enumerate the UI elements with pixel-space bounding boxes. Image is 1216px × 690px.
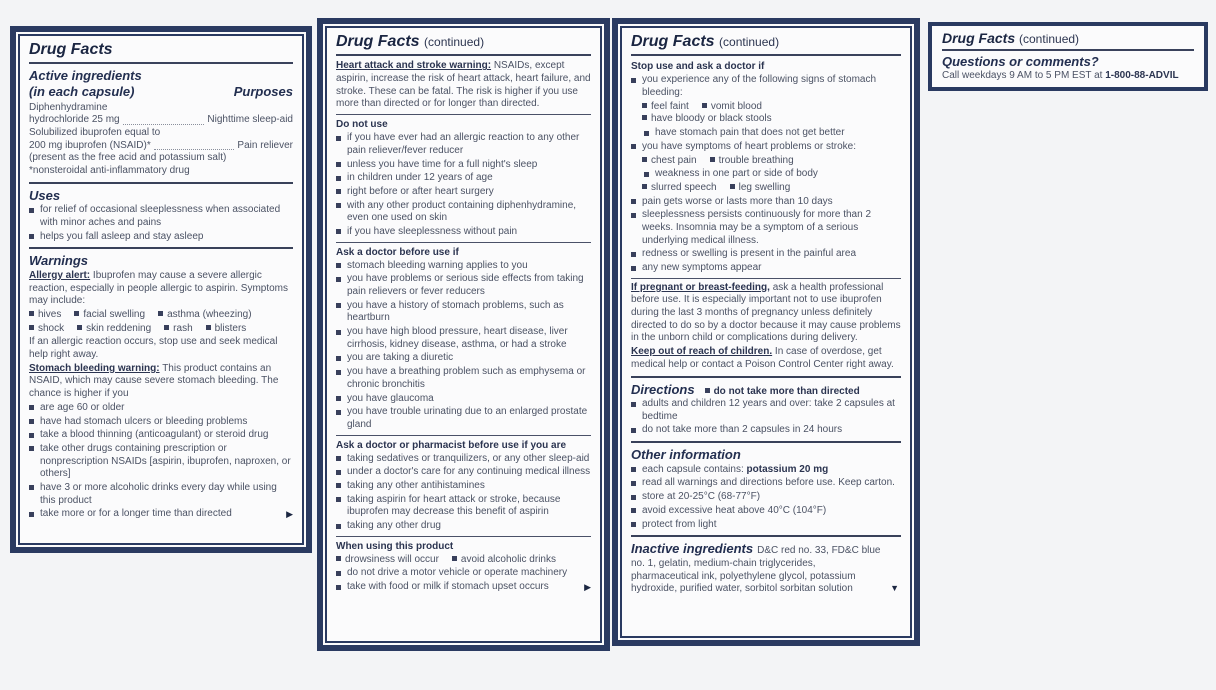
bullet-square — [158, 311, 163, 316]
list-item — [29, 416, 293, 429]
ask-doctor-list — [336, 260, 591, 432]
list-item: avoid alcoholic drinks — [452, 554, 556, 567]
list-item-text: helps you fall asleep and stay asleep — [40, 230, 204, 242]
list-item-text: unless you have time for a full night's sleep — [347, 158, 538, 170]
divider — [336, 435, 591, 436]
allergy-alert-lead: Allergy alert: — [29, 269, 91, 281]
ask-doctor-heading: Ask a doctor before use if — [336, 246, 459, 258]
bullet-square — [631, 144, 636, 149]
list-item-text: taking any other antihistamines — [347, 479, 485, 491]
divider — [631, 441, 901, 443]
heart-attack-warning-lead: Heart attack and stroke warning: — [336, 60, 492, 72]
list-item-text: right before or after heart surgery — [347, 185, 494, 197]
bullet-columns-row — [29, 323, 293, 336]
inactive-ingredients-heading: Inactive ingredients — [631, 541, 754, 557]
list-item — [631, 141, 901, 195]
down-arrow-icon: ▼ — [890, 582, 899, 593]
stomach-bleeding-list — [29, 402, 293, 521]
divider — [336, 54, 591, 56]
list-item-text: any new symptoms appear — [642, 262, 762, 274]
list-item-text: taking aspirin for heart attack or stroke, because ibuprofen may decrease this benefit of aspirin — [347, 493, 561, 518]
bullet-square — [336, 370, 341, 375]
list-item: chest pain — [642, 155, 697, 168]
bullet-square — [336, 410, 341, 415]
bullet-square — [336, 203, 341, 208]
list-item-text: redness or swelling is present in the painful area — [642, 248, 857, 260]
bullet-square — [336, 571, 341, 576]
bullet-square — [631, 402, 636, 407]
list-item: have bloody or black stools — [642, 113, 772, 126]
ingredient-name: hydrochloride 25 mg — [29, 114, 120, 126]
list-item: leg swelling — [730, 182, 791, 195]
list-item — [336, 366, 591, 391]
list-item-text: if you have ever had an allergic reaction to any other pain reliever/fever reducer — [347, 132, 580, 156]
continued-label: (continued) — [1019, 32, 1080, 46]
list-item-text: take more or for a longer time than directed — [40, 508, 232, 520]
keep-out-text: In case of overdose, get medical help or contact a Poison Control Center right away. — [631, 346, 894, 370]
bullet-columns-row — [642, 101, 901, 126]
bullet-square — [29, 446, 34, 451]
bullet-square — [642, 103, 647, 108]
ingredient-note: (present as the free acid and potassium salt) — [29, 152, 227, 164]
list-item: hives — [29, 309, 61, 322]
list-item — [29, 231, 293, 244]
list-item — [631, 505, 901, 518]
list-item-text: you have a history of stomach problems, such as heartburn — [347, 299, 564, 324]
continued-label: (continued) — [719, 35, 780, 49]
list-item — [336, 200, 591, 225]
divider — [336, 242, 591, 243]
list-item-text: each capsule contains: potassium 20 mg — [642, 463, 829, 475]
list-item — [336, 406, 591, 431]
list-item — [29, 402, 293, 415]
list-item — [644, 168, 901, 181]
list-item — [29, 443, 293, 481]
bullet-square — [631, 266, 636, 271]
bullet-columns-row — [642, 182, 901, 195]
list-item-text: you have problems or serious side effects from taking pain relievers or fever reducers — [347, 273, 584, 298]
bullet-square — [631, 522, 636, 527]
continued-label: (continued) — [424, 35, 485, 49]
bullet-square — [29, 311, 34, 316]
list-item — [336, 567, 591, 580]
drug-facts-heading: Drug Facts — [942, 30, 1016, 46]
bullet-square — [631, 428, 636, 433]
divider — [336, 114, 591, 115]
list-item — [336, 260, 591, 273]
do-not-use-heading: Do not use — [336, 119, 388, 131]
list-item — [336, 453, 591, 466]
bullet-square — [642, 115, 647, 120]
bullet-square — [336, 470, 341, 475]
directions-header — [631, 382, 901, 398]
bullet-square — [644, 172, 649, 177]
bullet-square — [644, 131, 649, 136]
ingredient-purpose: Nighttime sleep-aid — [207, 114, 293, 126]
list-item: vomit blood — [702, 101, 762, 114]
allergy-alert-paragraph — [29, 270, 293, 308]
bullet-square — [631, 508, 636, 513]
list-item — [336, 352, 591, 365]
sub-list — [642, 101, 901, 140]
heart-attack-warning-text: NSAIDs, except aspirin, increase the risk of heart attack, heart failure, and stroke. These can be fatal. The risk is higher if you use more than directed or for longer than directed. — [336, 60, 591, 110]
list-item-text: sleeplessness persists continuously for more than 2 weeks. Insomnia may be a symptom of a serious underlying medical illness. — [642, 209, 872, 246]
list-item — [336, 326, 591, 351]
list-item-text: have stomach pain that does not get better — [655, 127, 845, 139]
panel2-inner — [325, 26, 602, 643]
bullet-square — [29, 405, 34, 410]
warnings-heading: Warnings — [29, 253, 88, 269]
list-item-text: you have symptoms of heart problems or stroke: — [642, 140, 856, 152]
bullet-square — [336, 396, 341, 401]
list-item — [631, 491, 901, 504]
ingredient-row — [29, 114, 293, 127]
inactive-ingredients-paragraph — [631, 541, 901, 596]
questions-heading: Questions or comments? — [942, 53, 1099, 69]
list-item — [336, 159, 591, 172]
bullet-square — [631, 78, 636, 83]
bullet-square — [631, 199, 636, 204]
pregnant-text: ask a health professional before use. It is especially important not to use ibuprofen during the last 3 months of pregnancy unless definitely directed to do so by a doctor because it may cause problems in the unborn child or complications during delivery. — [631, 281, 901, 344]
bullet-square — [336, 176, 341, 181]
bullet-square — [29, 234, 34, 239]
list-item: facial swelling — [74, 309, 145, 322]
right-arrow-icon: ▶ — [584, 582, 591, 593]
ingredient-name-line: Solubilized ibuprofen equal to — [29, 126, 161, 138]
list-item: skin reddening — [77, 323, 151, 336]
list-item-text: are age 60 or older — [40, 401, 125, 413]
bullet-square — [730, 184, 735, 189]
divider — [631, 54, 901, 56]
directions-list — [631, 398, 901, 437]
bullet-square — [336, 585, 341, 590]
bullet-square — [336, 556, 341, 561]
list-item-text: for relief of occasional sleeplessness when associated with minor aches and pains — [40, 204, 281, 228]
purposes-label: Purposes — [233, 83, 293, 99]
bullet-square — [631, 252, 636, 257]
stomach-bleeding-paragraph — [29, 363, 293, 401]
active-ingredients-heading-line1: Active ingredients — [29, 68, 142, 84]
list-item-text: do not take more than 2 capsules in 24 hours — [642, 424, 843, 436]
drug-facts-heading: Drug Facts — [29, 41, 113, 58]
list-item — [336, 466, 591, 479]
list-item: slurred speech — [642, 182, 717, 195]
list-item-text: avoid excessive heat above 40°C (104°F) — [642, 504, 827, 516]
bullet-square — [29, 512, 34, 517]
list-item-text: you have high blood pressure, heart disease, liver cirrhosis, kidney disease, asthma, or had a stroke — [347, 326, 568, 350]
pregnant-lead: If pregnant or breast-feeding, — [631, 281, 770, 293]
pregnant-paragraph — [631, 282, 901, 345]
bullet-columns-row — [336, 554, 591, 567]
list-item: feel faint — [642, 101, 689, 114]
panel1-title — [29, 41, 293, 59]
bullet-square — [29, 325, 34, 330]
list-item — [644, 127, 901, 140]
list-item — [336, 226, 591, 239]
list-item-text: with any other product containing diphenhydramine, even one used on skin — [347, 199, 577, 224]
active-ingredients-heading-line2: (in each capsule) — [29, 83, 135, 99]
ask-pharmacist-list — [336, 453, 591, 533]
right-arrow-icon: ▶ — [286, 509, 293, 520]
list-item — [336, 186, 591, 199]
list-item-text: you have a breathing problem such as emphysema or chronic bronchitis — [347, 366, 586, 390]
bullet-square — [336, 189, 341, 194]
list-item-text: you are taking a diuretic — [347, 352, 454, 364]
bullet-square — [29, 208, 34, 213]
bullet-square — [74, 311, 79, 316]
ask-pharmacist-heading: Ask a doctor or pharmacist before use if you are — [336, 439, 567, 451]
phone-number: 1-800-88-ADVIL — [1105, 70, 1179, 82]
bullet-columns-row — [642, 155, 901, 168]
bullet-square — [705, 388, 710, 393]
divider — [29, 62, 293, 64]
uses-heading: Uses — [29, 187, 61, 203]
bullet-square — [164, 325, 169, 330]
list-item — [631, 196, 901, 209]
list-item-text: weakness in one part or side of body — [655, 168, 818, 180]
ingredient-note: *nonsteroidal anti-inflammatory drug — [29, 165, 190, 177]
list-item-text: store at 20-25°C (68-77°F) — [642, 491, 761, 503]
other-information-list — [631, 464, 901, 531]
bullet-square — [336, 136, 341, 141]
list-item-text: protect from light — [642, 518, 717, 530]
keep-out-paragraph — [631, 346, 901, 371]
list-item-text: pain gets worse or lasts more than 10 days — [642, 195, 833, 207]
list-item — [336, 494, 591, 519]
bullet-square — [206, 325, 211, 330]
list-item-text: have 3 or more alcoholic drinks every day while using this product — [40, 481, 277, 506]
list-item — [336, 520, 591, 533]
when-using-list — [336, 554, 591, 594]
bullet-square — [631, 467, 636, 472]
bullet-square — [336, 162, 341, 167]
bullet-square — [29, 433, 34, 438]
dotted-leader — [123, 124, 205, 125]
drug-facts-panel-4 — [928, 22, 1208, 91]
list-item-text: do not drive a motor vehicle or operate machinery — [347, 567, 568, 579]
active-ingredients-rows — [29, 102, 293, 153]
list-item — [29, 508, 293, 521]
drug-facts-panel-2 — [317, 18, 610, 651]
bullet-square — [336, 330, 341, 335]
divider — [336, 536, 591, 537]
do-not-use-list — [336, 132, 591, 239]
drug-facts-panel-1 — [10, 26, 312, 553]
list-item — [631, 209, 901, 247]
bullet-square — [336, 263, 341, 268]
divider — [631, 376, 901, 378]
divider — [631, 278, 901, 279]
divider — [29, 182, 293, 184]
bullet-square — [702, 103, 707, 108]
bullet-square — [631, 481, 636, 486]
list-item — [631, 464, 901, 477]
allergy-followup: If an allergic reaction occurs, stop use and seek medical help right away. — [29, 336, 278, 361]
allergy-symptoms-list — [29, 309, 293, 335]
list-item-text: have had stomach ulcers or bleeding problems — [40, 415, 248, 427]
allergy-alert-text: Ibuprofen may cause a severe allergic reaction, especially in people allergic to aspirin. Symptoms may include: — [29, 269, 289, 307]
list-item — [631, 477, 901, 490]
list-item — [336, 273, 591, 298]
uses-list — [29, 204, 293, 243]
ingredient-name: 200 mg ibuprofen (NSAID)* — [29, 139, 151, 151]
list-item: blisters — [206, 323, 247, 336]
list-item — [631, 519, 901, 532]
list-item — [631, 248, 901, 261]
list-item-text: stomach bleeding warning applies to you — [347, 259, 528, 271]
list-item — [29, 429, 293, 442]
drug-facts-heading: Drug Facts — [631, 33, 715, 50]
list-item-text: you experience any of the following signs of stomach bleeding: — [642, 74, 877, 99]
list-item: trouble breathing — [710, 155, 794, 168]
bullet-square — [336, 229, 341, 234]
active-ingredients-header — [29, 68, 293, 99]
keep-out-lead: Keep out of reach of children. — [631, 346, 773, 358]
list-item — [631, 74, 901, 139]
dotted-leader — [154, 149, 235, 150]
list-item-text: you have glaucoma — [347, 392, 434, 404]
bullet-square — [336, 303, 341, 308]
directions-inline-note: do not take more than directed — [705, 386, 860, 397]
stop-use-heading: Stop use and ask a doctor if — [631, 61, 765, 73]
list-item-text: taking sedatives or tranquilizers, or any other sleep-aid — [347, 452, 590, 464]
list-item: shock — [29, 323, 64, 336]
stomach-bleeding-text: This product contains an NSAID, which may cause severe stomach bleeding. The chance is higher if you — [29, 362, 279, 400]
divider — [942, 49, 1194, 51]
bullet-square — [336, 456, 341, 461]
list-item — [336, 300, 591, 325]
list-item — [336, 393, 591, 406]
inactive-ingredients-text: D&C red no. 33, FD&C blue no. 1, gelatin, medium-chain triglycerides, pharmaceutical ink, polyethylene glycol, potassium hydroxide, purified water, sorbitol sorbitan solution — [631, 545, 881, 595]
stomach-bleeding-lead: Stomach bleeding warning: — [29, 362, 160, 374]
bullet-square — [710, 157, 715, 162]
bullet-square — [336, 483, 341, 488]
bullet-columns-row — [29, 309, 293, 322]
list-item — [29, 482, 293, 507]
list-item-text: if you have sleeplessness without pain — [347, 225, 518, 237]
list-item — [336, 132, 591, 157]
panel3-inner — [620, 26, 912, 638]
bullet-square — [336, 277, 341, 282]
divider — [29, 247, 293, 249]
list-item — [631, 262, 901, 275]
list-item-text: read all warnings and directions before use. Keep carton. — [642, 477, 895, 489]
list-item — [336, 480, 591, 493]
other-information-heading: Other information — [631, 447, 741, 463]
stop-use-list — [631, 74, 901, 274]
panel2-title — [336, 33, 591, 51]
bullet-square — [336, 356, 341, 361]
list-item-text: take a blood thinning (anticoagulant) or steroid drug — [40, 429, 269, 441]
heart-attack-warning-paragraph — [336, 60, 591, 111]
list-item-text: in children under 12 years of age — [347, 172, 493, 184]
ingredient-name-line: Diphenhydramine — [29, 101, 108, 113]
questions-call-line: Call weekdays 9 AM to 5 PM EST at 1-800-88-ADVIL — [942, 70, 1179, 82]
panel3-title — [631, 33, 901, 51]
list-item: asthma (wheezing) — [158, 309, 251, 322]
bullet-square — [642, 157, 647, 162]
bullet-square — [336, 497, 341, 502]
bullet-square — [642, 184, 647, 189]
directions-heading: Directions — [631, 381, 695, 397]
drug-facts-panel-3 — [612, 18, 920, 646]
bullet-square — [336, 524, 341, 529]
bullet-square — [29, 419, 34, 424]
list-item: rash — [164, 323, 192, 336]
divider — [631, 535, 901, 537]
bullet-square — [631, 495, 636, 500]
list-item — [336, 172, 591, 185]
list-item-text: taking any other drug — [347, 520, 441, 532]
bullet-square — [29, 485, 34, 490]
panel1-inner — [18, 34, 304, 545]
list-item-text: take with food or milk if stomach upset occurs — [347, 581, 549, 593]
ingredient-purpose: Pain reliever — [237, 139, 293, 151]
list-item — [336, 581, 591, 594]
list-item-text: you have trouble urinating due to an enlarged prostate gland — [347, 406, 588, 430]
list-item-text: adults and children 12 years and over: take 2 capsules at bedtime — [642, 398, 895, 422]
list-item: drowsiness will occur — [336, 554, 439, 567]
bullet-square — [452, 556, 457, 561]
list-item-text: take other drugs containing prescription or nonprescription NSAIDs [aspirin, ibuprofen, naproxen, or others] — [40, 442, 291, 480]
drug-facts-heading: Drug Facts — [336, 33, 420, 50]
sub-list — [642, 155, 901, 195]
panel4-title — [942, 30, 1194, 47]
list-item — [29, 204, 293, 229]
bullet-square — [77, 325, 82, 330]
list-item — [631, 398, 901, 423]
bullet-square — [631, 213, 636, 218]
list-item-text: under a doctor's care for any continuing medical illness — [347, 466, 591, 478]
list-item — [631, 424, 901, 437]
when-using-heading: When using this product — [336, 540, 454, 552]
ingredient-row — [29, 140, 293, 153]
